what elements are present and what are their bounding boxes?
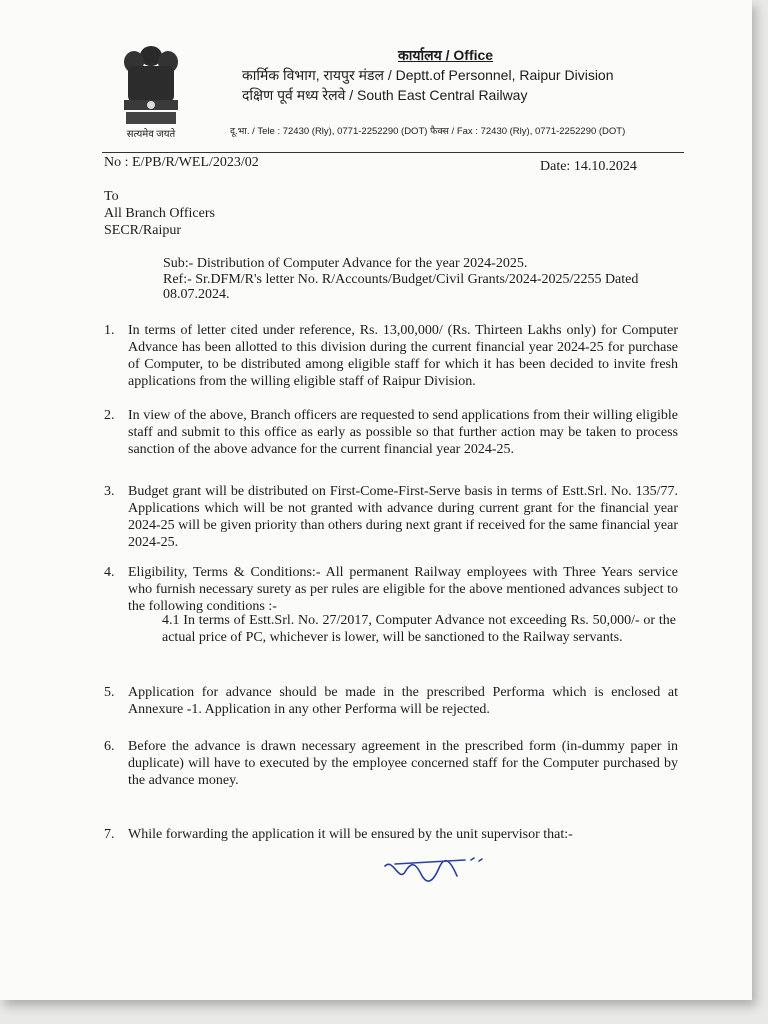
paragraph-text: Application for advance should be made in the prescribed Performa which is enclosed at Annexure -1. Application in any other Performa will be rejected. [128,685,678,717]
paragraph-6 [104,738,678,789]
paragraph-number: 5. [104,685,115,700]
subject-line: Sub:- Distribution of Computer Advance for the year 2024-2025. [163,256,528,271]
paragraph-text: Before the advance is drawn necessary agreement in the prescribed form (in-dummy paper in duplicate) will have to executed by the employee concerned staff for the Computer purchased by the advance money. [128,739,678,788]
letter-date: Date: 14.10.2024 [540,159,637,174]
paragraph-number: 1. [104,323,115,338]
department-line: कार्मिक विभाग, रायपुर मंडल / Deptt.of Personnel, Raipur Division [242,67,614,83]
paragraph-number: 4. [104,565,115,580]
national-emblem-icon [108,40,194,140]
railway-line: दक्षिण पूर्व मध्य रेलवे / South East Central Railway [242,87,528,103]
paragraph-number: 3. [104,484,115,499]
recipient-line: All Branch Officers [104,206,215,221]
paragraph-4 [104,564,678,615]
sub-clause-4-1: 4.1 In terms of Estt.Srl. No. 27/2017, Computer Advance not exceeding Rs. 50,000/- or the actual price of PC, whichever is lower, will be sanctioned to the Railway servants. [162,613,676,645]
paragraph-1 [104,322,678,390]
contact-line: दू.भा. / Tele : 72430 (Rly), 0771-2252290 (DOT) फैक्स / Fax : 72430 (Rly), 0771-2252290 (DOT) [230,126,626,137]
paragraph-3 [104,483,678,551]
paragraph-7 [104,826,678,843]
letter-number: No : E/PB/R/WEL/2023/02 [104,155,259,170]
recipient-line: SECR/Raipur [104,223,182,238]
header-divider [102,152,684,153]
recipient-block [104,188,215,239]
office-title: कार्यालय / Office [398,47,494,63]
paragraph-text: In view of the above, Branch officers are requested to send applications from their willing eligible staff and submit to this office as early as possible so that further action may be taken to process sanction of the above advance for the current financial year 2024-25. [128,408,678,457]
paragraph-number: 2. [104,408,115,423]
emblem-motto: सत्यमेव जयते [126,129,176,140]
handwritten-signature-icon [375,852,495,892]
paragraph-number: 7. [104,827,115,842]
reference-line: Ref:- Sr.DFM/R's letter No. R/Accounts/Budget/Civil Grants/2024-2025/2255 Dated 08.07.2024. [163,272,639,302]
paragraph-number: 6. [104,739,115,754]
paragraph-2 [104,407,678,458]
to-label: To [104,189,119,204]
paragraph-text: In terms of letter cited under reference, Rs. 13,00,000/ (Rs. Thirteen Lakhs only) for Computer Advance has been allotted to this division during the current financial year 2024-25 for purchase of Computer, to be distributed among eligible staff for which it has been decided to invite fresh applications from the willing eligible staff of Raipur Division. [128,323,678,389]
paragraph-text: Eligibility, Terms & Conditions:- All permanent Railway employees with Three Years service who furnish necessary surety as per rules are eligible for the above mentioned advances subject to the following conditions :- [128,565,678,614]
paragraph-text: While forwarding the application it will be ensured by the unit supervisor that:- [128,827,573,842]
paragraph-5 [104,684,678,718]
paragraph-text: Budget grant will be distributed on First-Come-First-Serve basis in terms of Estt.Srl. No. 135/77. Applications which will be not granted with advance during current grant for the financial year 2024-25 will be given priority than others during next grant if received for the same financial year 2024-25. [128,484,678,550]
